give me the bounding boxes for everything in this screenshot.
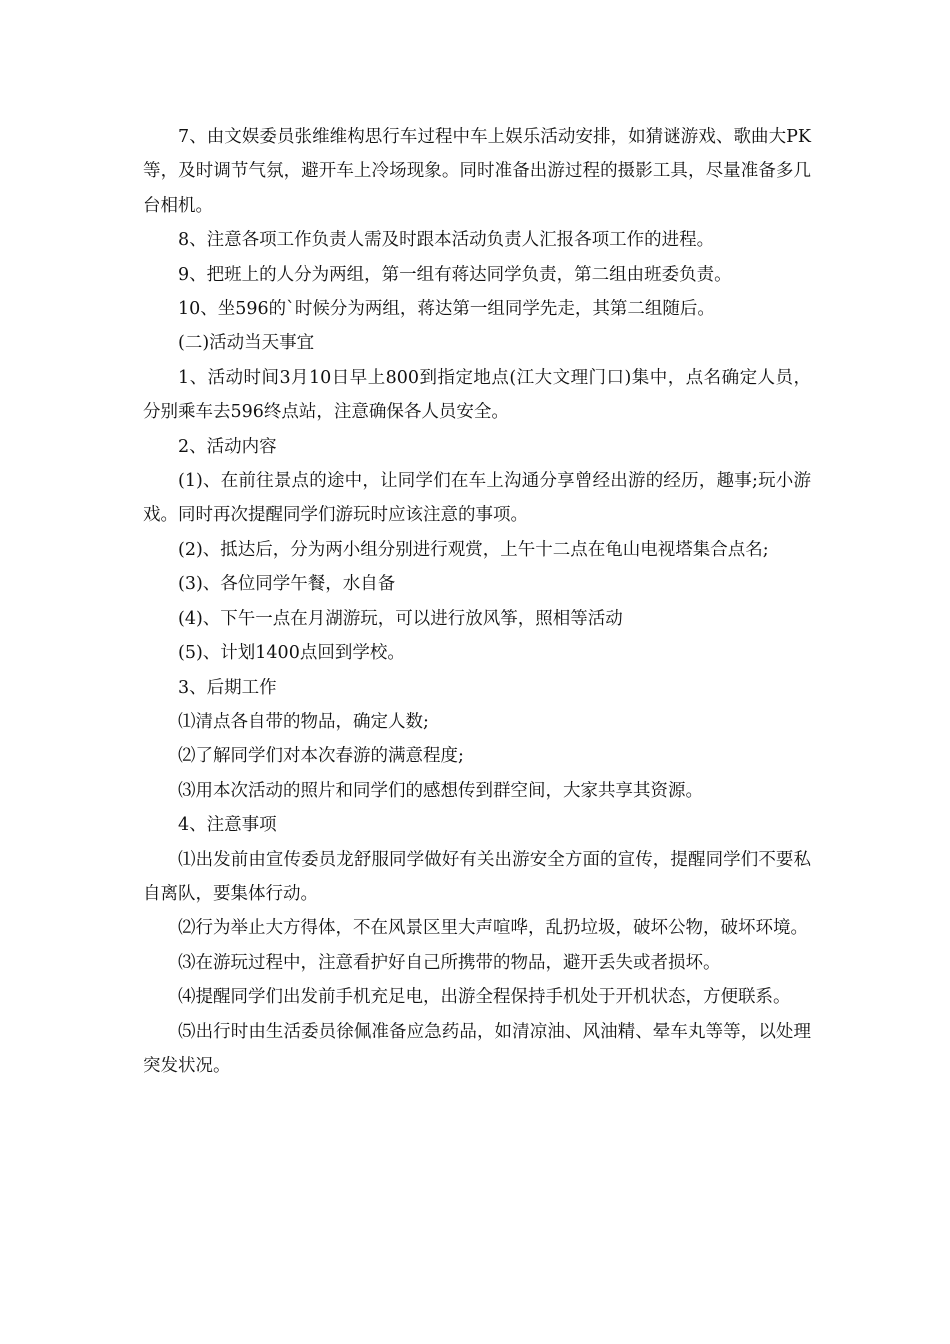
subheading-precautions: 4、注意事项: [178, 815, 277, 836]
section-heading-day-of-event: (二)活动当天事宜: [178, 333, 315, 354]
paragraph-follow-up-2: ⑵了解同学们对本次春游的满意程度;: [178, 746, 464, 767]
paragraph-item-10: 10、坐596的`时候分为两组，蒋达第一组同学先走，其第二组随后。: [178, 299, 715, 320]
paragraph-content-5: (5)、计划1400点回到学校。: [178, 643, 405, 664]
document-page: [143, 120, 811, 1083]
subheading-follow-up: 3、后期工作: [178, 677, 277, 698]
paragraph-precaution-5: ⑸出行时由生活委员徐佩准备应急药品，如清凉油、风油精、晕车丸等等，以处理突发状况。: [143, 1021, 811, 1076]
paragraph-follow-up-1: ⑴清点各自带的物品，确定人数;: [178, 711, 429, 732]
paragraph-item-8: 8、注意各项工作负责人需及时跟本活动负责人汇报各项工作的进程。: [178, 230, 715, 251]
paragraph-precaution-2: ⑵行为举止大方得体，不在风景区里大声喧哗，乱扔垃圾，破坏公物，破坏环境。: [178, 918, 808, 939]
paragraph-precaution-1: ⑴出发前由宣传委员龙舒服同学做好有关出游安全方面的宣传，提醒同学们不要私自离队，要集体行动。: [143, 849, 811, 904]
paragraph-item-9: 9、把班上的人分为两组，第一组有蒋达同学负责，第二组由班委负责。: [178, 264, 732, 285]
subheading-event-content: 2、活动内容: [178, 436, 277, 457]
paragraph-content-2: (2)、抵达后，分为两小组分别进行观赏，上午十二点在龟山电视塔集合点名;: [178, 539, 769, 560]
paragraph-event-time: 1、活动时间3月10日早上800到指定地点(江大文理门口)集中，点名确定人员，分别乘车去596终点站，注意确保各人员安全。: [143, 367, 811, 423]
paragraph-item-7: 7、由文娱委员张维维构思行车过程中车上娱乐活动安排，如猜谜游戏、歌曲大PK等，及时调节气氛，避开车上冷场现象。同时准备出游过程的摄影工具，尽量准备多几台相机。: [143, 127, 811, 216]
paragraph-content-3: (3)、各位同学午餐，水自备: [178, 574, 396, 595]
paragraph-precaution-3: ⑶在游玩过程中，注意看护好自己所携带的物品，避开丢失或者损坏。: [178, 952, 721, 973]
paragraph-precaution-4: ⑷提醒同学们出发前手机充足电，出游全程保持手机处于开机状态，方便联系。: [178, 987, 791, 1008]
paragraph-content-4: (4)、下午一点在月湖游玩，可以进行放风筝，照相等活动: [178, 608, 623, 629]
paragraph-follow-up-3: ⑶用本次活动的照片和同学们的感想传到群空间，大家共享其资源。: [178, 780, 703, 801]
paragraph-content-1: (1)、在前往景点的途中，让同学们在车上沟通分享曾经出游的经历，趣事;玩小游戏。同时再次提醒同学们游玩时应该注意的事项。: [143, 471, 811, 526]
